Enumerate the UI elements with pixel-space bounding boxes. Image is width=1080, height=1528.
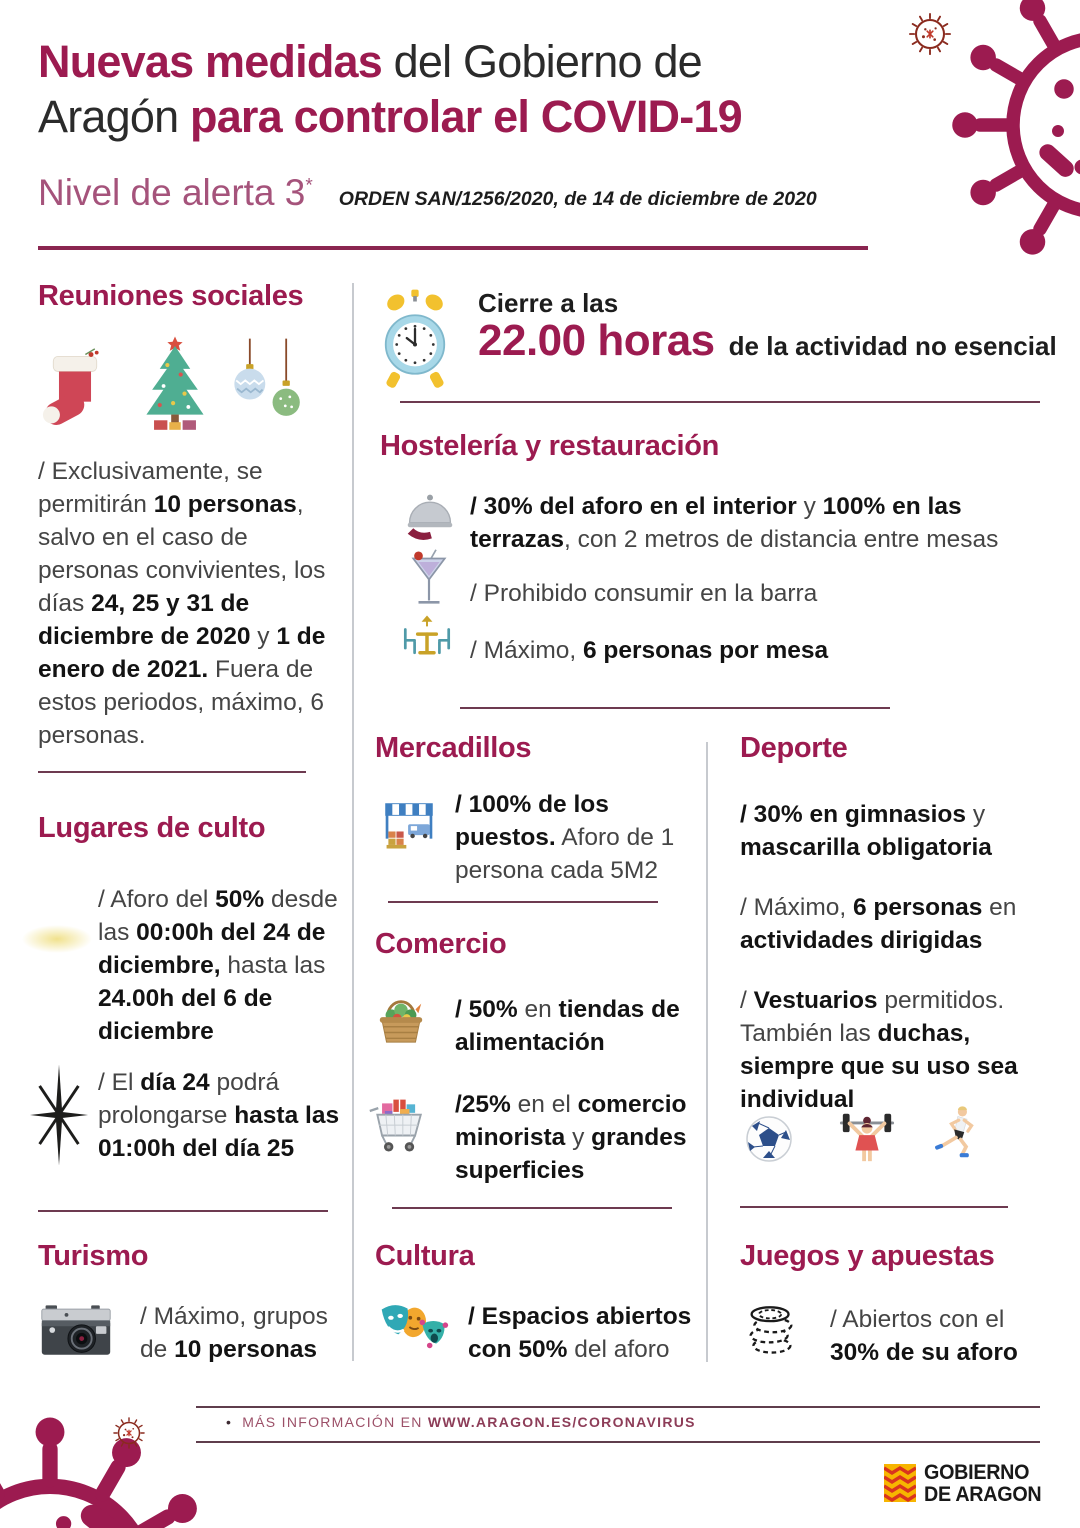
divider (460, 707, 890, 709)
footer-info-prefix: MÁS INFORMACIÓN EN (242, 1414, 428, 1430)
footer-info-url: WWW.ARAGON.ES/CORONAVIRUS (427, 1414, 696, 1430)
hosteleria-item-3: / Máximo, 6 personas por mesa (470, 637, 829, 664)
footer-rule-bottom (196, 1441, 1040, 1443)
title-accent-1: Nuevas medidas (38, 36, 382, 87)
column-divider-right (706, 742, 708, 1362)
soccer-ball-icon (744, 1114, 794, 1169)
stocking-icon (42, 338, 108, 443)
footer-bullet: • (226, 1414, 233, 1430)
camera-icon (38, 1303, 114, 1364)
mercadillos-item-1: / 100% de los puestos. Aforo de 1 persona cada 5M2 (455, 791, 675, 884)
comercio-item-1: / 50% en tiendas de alimentación (455, 996, 680, 1056)
divider (740, 1206, 1008, 1208)
juegos-item-1: / Abiertos con el 30% de su aforo (830, 1306, 1018, 1366)
market-stall-icon (383, 800, 435, 859)
title-accent-2: para controlar el COVID-19 (190, 91, 742, 142)
divider (392, 1207, 672, 1209)
divider (38, 1210, 328, 1212)
hosteleria-item-1: / 30% del aforo en el interior y 100% en las terrazas, con 2 metros de distancia entre mesas (470, 493, 999, 553)
closure-tail: de la actividad no esencial (728, 331, 1057, 361)
ornaments-icon (228, 333, 308, 442)
footer-rule-top (196, 1406, 1040, 1408)
page-title (38, 34, 868, 144)
logo-line-1: GOBIERNO (924, 1461, 1030, 1484)
section-title-lugares: Lugares de culto (38, 812, 266, 844)
header-rule (38, 246, 868, 250)
virus-icon (950, 0, 1080, 275)
government-logo (924, 1462, 1041, 1506)
table-chairs-icon (396, 608, 458, 673)
lugares-item-1: / Aforo del 50% desde las 00:00h del 24 de diciembre, hasta las 24.00h del 6 de diciembre (98, 886, 338, 1045)
column-divider-left (352, 283, 354, 1361)
divider (38, 771, 306, 773)
closure-lead: Cierre a las (478, 288, 619, 318)
divider (400, 401, 1040, 403)
footer-info (226, 1414, 696, 1430)
lugares-item-2: / El día 24 podrá prolongarse hasta las 01:00h del día 25 (98, 1069, 340, 1162)
logo-line-2: DE ARAGON (924, 1483, 1042, 1506)
runner-icon (934, 1102, 978, 1169)
cultura-item-1: / Espacios abiertos con 50% del aforo (468, 1303, 692, 1363)
closure-row (478, 316, 1057, 366)
turismo-item-1: / Máximo, grupos de 10 personas (140, 1303, 328, 1363)
closure-time: 22.00 horas (478, 316, 715, 365)
star-icon (28, 1062, 90, 1173)
alarm-clock-icon (383, 284, 447, 399)
section-title-deporte: Deporte (740, 732, 848, 764)
aragon-flag-icon (884, 1463, 916, 1508)
theater-masks-icon (378, 1298, 450, 1361)
order-reference: ORDEN SAN/1256/2020, de 14 de diciembre de 2020 (338, 188, 817, 210)
deporte-item-1: / 30% en gimnasios y mascarilla obligatoria (740, 801, 992, 861)
reuniones-text: / Exclusivamente, se permitirán 10 personas, salvo en el caso de personas convivientes, los días 24, 25 y 31 de diciembre de 2020 y 1 de enero de 2021. Fuera de estos periodos, máximo, 6 personas. (38, 458, 326, 749)
grocery-basket-icon (374, 988, 428, 1055)
christmas-tree-icon (135, 330, 215, 447)
title-line-1 (38, 34, 868, 89)
alert-asterisk: * (305, 175, 313, 197)
section-title-cultura: Cultura (375, 1240, 475, 1272)
comercio-item-2: /25% en el comercio minorista y grandes superficies (455, 1091, 687, 1184)
section-title-hosteleria: Hostelería y restauración (380, 430, 720, 462)
title-plain-2: Aragón (38, 91, 191, 142)
virus-dotted-icon (108, 1412, 150, 1454)
shopping-cart-icon (366, 1092, 434, 1167)
deporte-item-2: / Máximo, 6 personas en actividades dirigidas (740, 894, 1017, 954)
title-rest-1: del Gobierno de (381, 36, 702, 87)
cloche-icon (404, 490, 456, 551)
hosteleria-item-2: / Prohibido consumir en la barra (470, 580, 818, 607)
weightlifter-icon (836, 1108, 898, 1171)
poker-chips-icon (747, 1300, 795, 1363)
alert-row (38, 172, 817, 214)
section-title-comercio: Comercio (375, 928, 507, 960)
deporte-item-3: / Vestuarios permitidos. También las duchas, siempre que su uso sea individual (740, 987, 1018, 1113)
title-line-2 (38, 89, 868, 144)
section-title-mercadillos: Mercadillos (375, 732, 532, 764)
divider (388, 901, 658, 903)
section-title-reuniones: Reuniones sociales (38, 280, 304, 312)
section-title-juegos: Juegos y apuestas (740, 1240, 995, 1272)
candle-glow-icon (22, 925, 92, 953)
section-title-turismo: Turismo (38, 1240, 149, 1272)
alert-level: Nivel de alerta 3* (38, 172, 313, 213)
